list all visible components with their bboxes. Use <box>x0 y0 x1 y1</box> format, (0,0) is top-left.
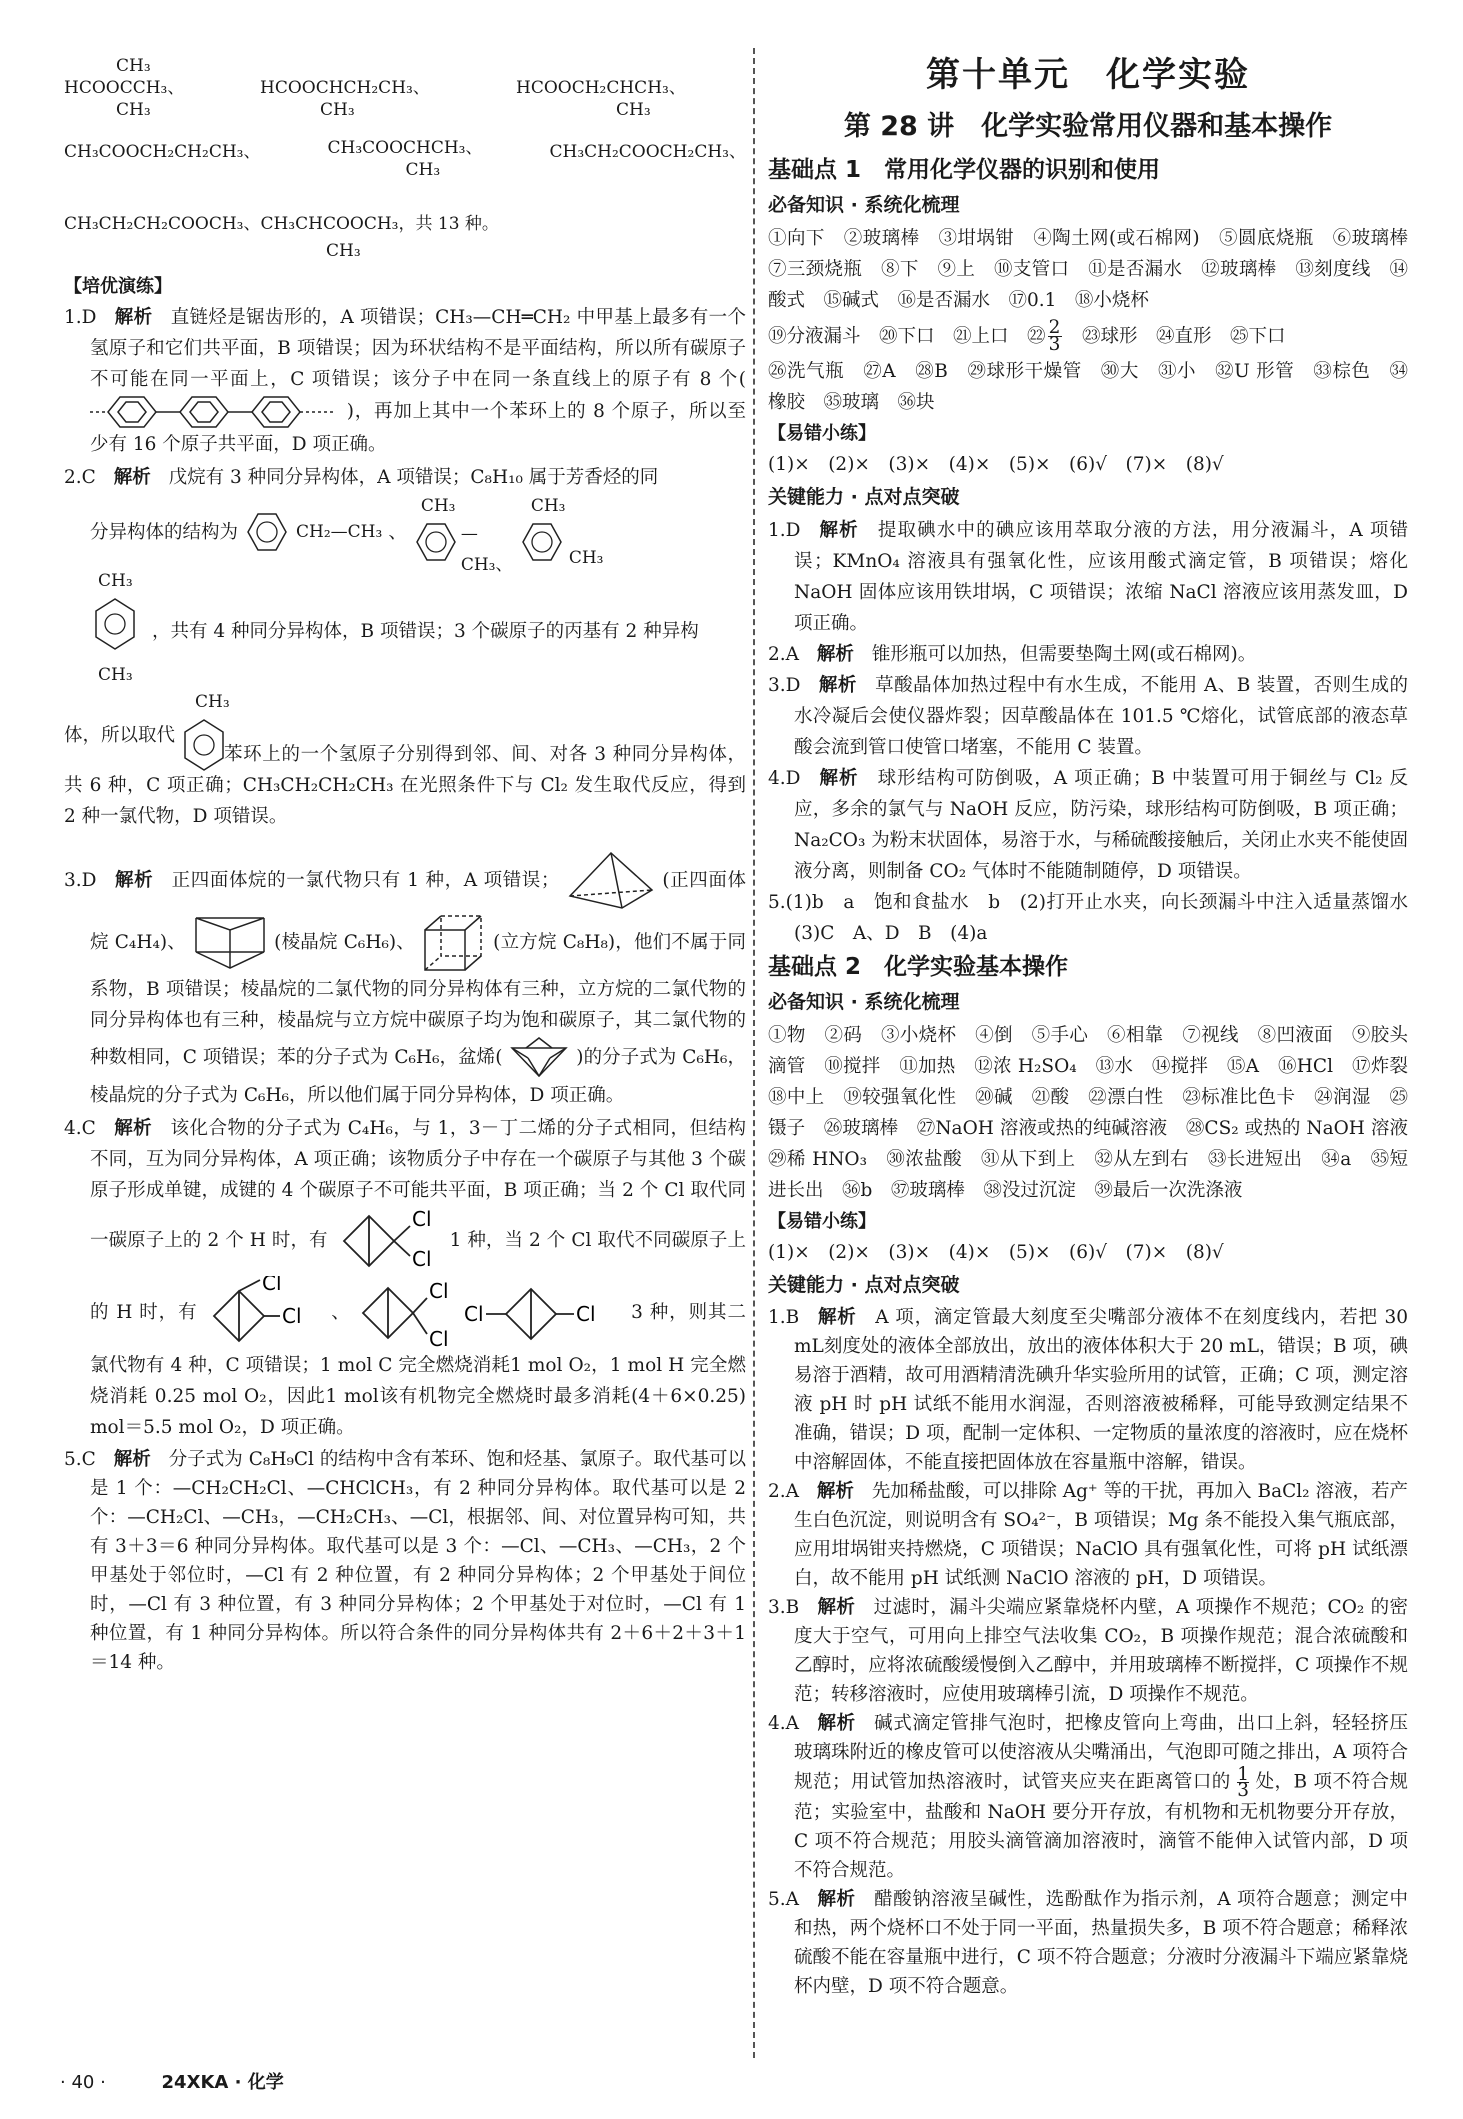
tetrahedrane-figure <box>566 850 656 912</box>
p-xylene: CH₃ CH₃ <box>90 572 146 690</box>
point-1-answers-c: ㉖洗气瓶 ㉗A ㉘B ㉙球形干燥管 ㉚大 ㉛小 ㉜U 形管 ㉝棕色 ㉞橡胶 ㉟玻璃 ㊱块 <box>768 361 1408 413</box>
m-xylene-ring <box>519 519 565 565</box>
lesson-title: 第 28 讲 化学实验常用仪器和基本操作 <box>843 111 1333 142</box>
book-code: 24XKA · 化学 <box>161 2072 284 2093</box>
op-answer-3: 3.B 解析 过滤时，漏斗尖端应紧靠烧杯内壁，A 项操作不规范；CO₂ 的密度大于空气，可用向上排空气法收集 CO₂，B 项操作规范；混合浓硫酸和乙醇时，应将浓硫酸缓慢倒入乙醇中，并用玻璃棒不断搅拌，C 项操作不规范；转移溶液时，应使用玻璃棒引流，D 项操作不规范。 <box>768 1597 1408 1705</box>
dichloro-same-carbon-figure <box>334 1206 444 1276</box>
cl-label: Cl <box>262 1276 282 1295</box>
isomer-f: CH₃CH₂COOCH₂CH₃、 <box>549 142 746 162</box>
point-2-title: 基础点 2 化学实验基本操作 <box>768 954 1069 980</box>
cl-label: Cl <box>411 1247 432 1271</box>
cl-label: Cl <box>429 1279 449 1303</box>
isomer-a: CH₃ HCOOCCH₃、 CH₃ <box>64 56 185 120</box>
answer-1: 1.D 解析 直链烃是锯齿形的，A 项错误；CH₃—CH═CH₂ 中甲基上最多有一个氢原子和它们共平面，B 项错误；因为环状结构不是平面结构，所以所有碳原子不可能在同一平面上，C 项错误；该分子中在同一条直线上的原子有 8 个( )，再加上其中一个苯环上的 8 个原子，所以至少有 16 个原子共平面，D 项正确。 <box>64 307 746 455</box>
isomer-row-2 <box>64 137 746 209</box>
cl-label: Cl <box>411 1207 432 1231</box>
answer-2: 2.C 解析 戊烷有 3 种同分异构体，A 项错误；C₈H₁₀ 属于芳香烃的同 <box>64 467 659 488</box>
answer-2-tail: 苯环上的一个氢原子分别得到邻、间、对各 3 种同分异构体，共 6 种，C 项正确；CH₃CH₂CH₂CH₃ 在光照条件下与 Cl₂ 发生取代反应，得到 2 种一氯代物，D 项错误。 <box>64 744 746 827</box>
isomer-b: HCOOCHCH₂CH₃、 CH₃ <box>260 78 430 120</box>
column-divider <box>753 48 755 2058</box>
dichloro-figure-3 <box>464 1281 624 1345</box>
yicuo-2-answers: (1)× (2)× (3)× (4)× (5)× (6)√ (7)× (8)√ <box>768 1242 1224 1263</box>
isomer-d: CH₃COOCH₂CH₂CH₃、 <box>64 142 261 162</box>
op-answer-5: 5.A 解析 醋酸钠溶液呈碱性，选酚酞作为指示剂，A 项符合题意；测定中和热，两个烧杯口不处于同一平面，热量损失多，B 项不符合题意；稀释浓硫酸不能在容量瓶中进行，C 项不符合题意；分液时分液漏斗下端应紧靠烧杯内壁，D 项不符合题意。 <box>768 1889 1408 1997</box>
section-yicuo-2: 【易错小练】 <box>768 1211 876 1232</box>
cl-label: Cl <box>429 1327 449 1350</box>
key-answer-3: 3.D 解析 草酸晶体加热过程中有水生成，不能用 A、B 装置，否则生成的水冷凝后会使仪器炸裂；因草酸晶体在 101.5 ℃熔化，试管底部的液态草酸会流到管口使管口堵塞，不能用 C 装置。 <box>768 675 1408 758</box>
section-guanjian-1: 关键能力 · 点对点突破 <box>768 486 960 508</box>
m-xylene: CH₃ CH₃ <box>519 497 629 567</box>
cl-label: Cl <box>282 1304 302 1328</box>
op-answer-1: 1.B 解析 A 项，滴定管最大刻度至尖嘴部分液体不在刻度线内，若把 30 mL刻度处的液体全部放出，放出的液体体积大于 20 mL，错误；B 项，碘易溶于酒精，故可用酒精清洗碘升华实验所用的试管，正确；C 项，测定溶液 pH 时 pH 试纸不能用水润湿，否则溶液被稀释，可能导致测定结果不准确，错误；D 项，配制一定体积、一定物质的量浓度的溶液时，应在烧杯中溶解固体，不能直接把固体放在容量瓶中溶解，错误。 <box>768 1307 1408 1473</box>
toluene-ring <box>181 717 227 773</box>
point-2-answers: ①物 ②码 ③小烧杯 ④倒 ⑤手心 ⑥相靠 ⑦视线 ⑧凹液面 ⑨胶头滴管 ⑩搅拌 ⑪加热 ⑫浓 H₂SO₄ ⑬水 ⑭搅拌 ⑮A ⑯HCl ⑰炸裂 ⑱中上 ⑲较强氧化性 ⑳碱 ㉑酸 ㉒漂白性 ㉓标准比色卡 ㉔润湿 ㉕镊子 ㉖玻璃棒 ㉗NaOH 溶液或热的纯碱溶液 ㉘CS₂ 或热的 NaOH 溶液 ㉙稀 HNO₃ ㉚浓盐酸 ㉛从下到上 ㉜从左到右 ㉝长进短出 ㉞a ㉟短进长出 ㊱b ㊲玻璃棒 ㊳没过沉淀 ㊴最后一次洗涤液 <box>768 1025 1427 1201</box>
key-answer-5: 5.(1)b a 饱和食盐水 b (2)打开止水夹，向长颈漏斗中注入适量蒸馏水 (3)C A、D B (4)a <box>768 892 1427 944</box>
point-1-answers-b: ⑲分液漏斗 ⑳下口 ㉑上口 ㉒ 2 3 ㉓球形 ㉔直形 ㉕下口 <box>768 316 1286 355</box>
o-xylene: CH₃ —CH₃、 <box>413 497 513 567</box>
cl-label: Cl <box>576 1302 596 1326</box>
toluene: CH₃ <box>181 691 233 779</box>
toluene-line: 体，所以取代 CH₃ <box>64 691 746 779</box>
key-answer-1: 1.D 解析 提取碘水中的碘应该用萃取分液的方法，用分液漏斗，A 项错误；KMnO₄ 溶液具有强氧化性，应该用酸式滴定管，B 项错误；熔化 NaOH 固体应该用铁坩埚，C 项错误；浓缩 NaCl 溶液应该用蒸发皿，D 项正确。 <box>768 520 1408 634</box>
op-answer-2: 2.A 解析 先加稀盐酸，可以排除 Ag⁺ 等的干扰，再加入 BaCl₂ 溶液，若产生白色沉淀，则说明含有 SO₄²⁻，B 项错误；Mg 条不能投入集气瓶底部，应用坩埚钳夹持燃烧，C 项错误；NaClO 具有强氧化性，可将 pH 试纸漂白，故不能用 pH 试纸测 NaClO 溶液的 pH，D 项错误。 <box>768 1481 1408 1589</box>
point-1-title: 基础点 1 常用化学仪器的识别和使用 <box>768 157 1161 183</box>
left-column <box>64 55 746 1677</box>
section-yicuo-1: 【易错小练】 <box>768 423 876 444</box>
section-bibei-2: 必备知识 · 系统化梳理 <box>768 991 960 1013</box>
page-footer <box>60 2068 284 2094</box>
key-answer-4: 4.D 解析 球形结构可防倒吸，A 项正确；B 中装置可用于铜丝与 Cl₂ 反应，多余的氯气与 NaOH 反应，防污染，球形结构可防倒吸，B 项正确；Na₂CO₃ 为粉末状固体，易溶于水，与稀硫酸接触后，关闭止水夹不能使固液分离，则制备 CO₂ 气体时不能随制随停，D 项错误。 <box>768 768 1408 882</box>
dichloro-figure-2 <box>357 1276 457 1350</box>
isomer-e: CH₃COOCHCH₃、 CH₃ <box>327 138 483 180</box>
section-peiyou: 【培优演练】 <box>64 276 172 297</box>
unit-title: 第十单元 化学实验 <box>926 55 1250 95</box>
section-bibei-1: 必备知识 · 系统化梳理 <box>768 194 960 216</box>
yicuo-1-answers: (1)× (2)× (3)× (4)× (5)× (6)√ (7)× (8)√ <box>768 454 1224 475</box>
answer-3: 3.D 解析 正四面体烷的一氯代物只有 1 种，A 项错误； (正四面体烷 C₄H₄)、 (棱晶烷 C₆H₆)、 (立方烷 C₈H₈)，他们不属于同系物，B 项错误；棱晶烷的二氯代物的同分异构体有三种，立方烷的二氯代物的同分异构体也有三种，棱晶烷与立方烷中碳原子均为饱和碳原子，其二氯代物的种数相同，C 项错误；苯的分子式为 C₆H₆，盆烯( )的分子式为 C₆H₆，棱晶烷的分子式为 C₆H₆，所以他们属于同分异构体，D 项正确。 <box>64 850 746 1111</box>
terphenyl-figure <box>90 395 340 429</box>
p-xylene-line: CH₃ CH₃ ，共有 4 种同分异构体，B 项错误；3 个碳原子的丙基有 2 种异构 <box>64 571 746 691</box>
answer-4: 4.C 解析 该化合物的分子式为 C₄H₆，与 1，3－丁二烯的分子式相同，但结构不同，互为同分异构体，A 项正确；该物质分子中存在一个碳原子与其他 3 个碳原子形成单键，成键的 4 个碳原子不可能共平面，B 项正确；当 2 个 Cl 取代同一碳原子上的 2 个 H 时，有 Cl Cl 1 种，当 2 个 Cl 取代不同碳原子上的 H 时，有 Cl Cl 、 Cl Cl Cl Cl 3 种，则其二氯代物有 4 种，C 项错误；1 mol C 完全燃烧消耗1 mol O₂，1 mol H 完全燃烧消耗 0.25 mol O₂，因此1 mol该有机物完全燃烧时最多消耗(4＋6×0.25) mol＝5.5 mol O₂，D 项正确。 <box>64 1118 746 1438</box>
point-1-answers-a: ①向下 ②玻璃棒 ③坩埚钳 ④陶土网(或石棉网) ⑤圆底烧瓶 ⑥玻璃棒 ⑦三颈烧瓶 ⑧下 ⑨上 ⑩支管口 ⑪是否漏水 ⑫玻璃棒 ⑬刻度线 ⑭酸式 ⑮碱式 ⑯是否漏水 ⑰0.1 ⑱小烧杯 <box>768 228 1427 311</box>
isomer-g: CH₃CH₂CH₂COOCH₃、CH₃CHCOOCH₃，共 13 种。 CH₃ <box>64 214 499 261</box>
prismane-figure <box>192 912 268 974</box>
isomer-row-1 <box>64 55 746 125</box>
cl-label: Cl <box>464 1302 484 1326</box>
ethylbenzene-ring <box>244 509 290 555</box>
right-column <box>768 50 1427 2001</box>
fraction-two-thirds: 2 3 <box>1048 316 1061 355</box>
op-answer-4: 4.A 解析 碱式滴定管排气泡时，把橡皮管向上弯曲，出口上斜，轻轻挤压玻璃珠附近的橡皮管可以使溶液从尖嘴涌出，气泡即可随之排出，A 项符合规范；用试管加热溶液时，试管夹应夹在距离管口的 $\frac{1}{3}$ 处，B 项不符合规范；实验室中，盐酸和 NaOH 要分开存放，有机物和无机物要分开存放，C 项不符合规范；用胶头滴管滴加溶液时，滴管不能伸入试管内部，D 项不符合规范。 <box>768 1713 1408 1881</box>
fraction-one-third: $\frac{1}{3}$ <box>1237 1764 1250 1801</box>
o-xylene-ring <box>413 519 459 565</box>
dichloro-figure-1 <box>204 1276 324 1350</box>
p-xylene-ring <box>92 596 138 652</box>
section-guanjian-2: 关键能力 · 点对点突破 <box>768 1274 960 1296</box>
key-answer-2: 2.A 解析 锥形瓶可以加热，但需要垫陶土网(或石棉网)。 <box>768 644 1257 665</box>
answer-5: 5.C 解析 分子式为 C₈H₉Cl 的结构中含有苯环、饱和烃基、氯原子。取代基可以是 1 个：—CH₂CH₂Cl、—CHClCH₃，有 2 种同分异构体。取代基可以是 2 个：—CH₂Cl、—CH₃，—CH₂CH₃、—Cl，根据邻、间、对位置异构可知，共有 3＋3＝6 种同分异构体。取代基可以是 3 个：—Cl、—CH₃、—CH₃，2 个甲基处于邻位时，—Cl 有 2 种位置，有 2 种同分异构体；2 个甲基处于间位时，—Cl 有 3 种位置，有 3 种同分异构体；2 个甲基处于对位时，—Cl 有 1 种位置，有 1 种同分异构体。所以符合条件的同分异构体共有 2＋6＋2＋3＋1＝14 种。 <box>64 1449 746 1673</box>
c8h10-isomers-line: 分异构体的结构为 CH₂—CH₃ 、 CH₃ —CH₃、 CH₃ CH₃ <box>64 493 746 571</box>
isomer-c: HCOOCH₂CHCH₃、 CH₃ <box>516 78 686 120</box>
cubane-figure <box>421 912 487 974</box>
benzvalene-figure <box>508 1036 570 1080</box>
page-number: · 40 · <box>60 2072 106 2093</box>
